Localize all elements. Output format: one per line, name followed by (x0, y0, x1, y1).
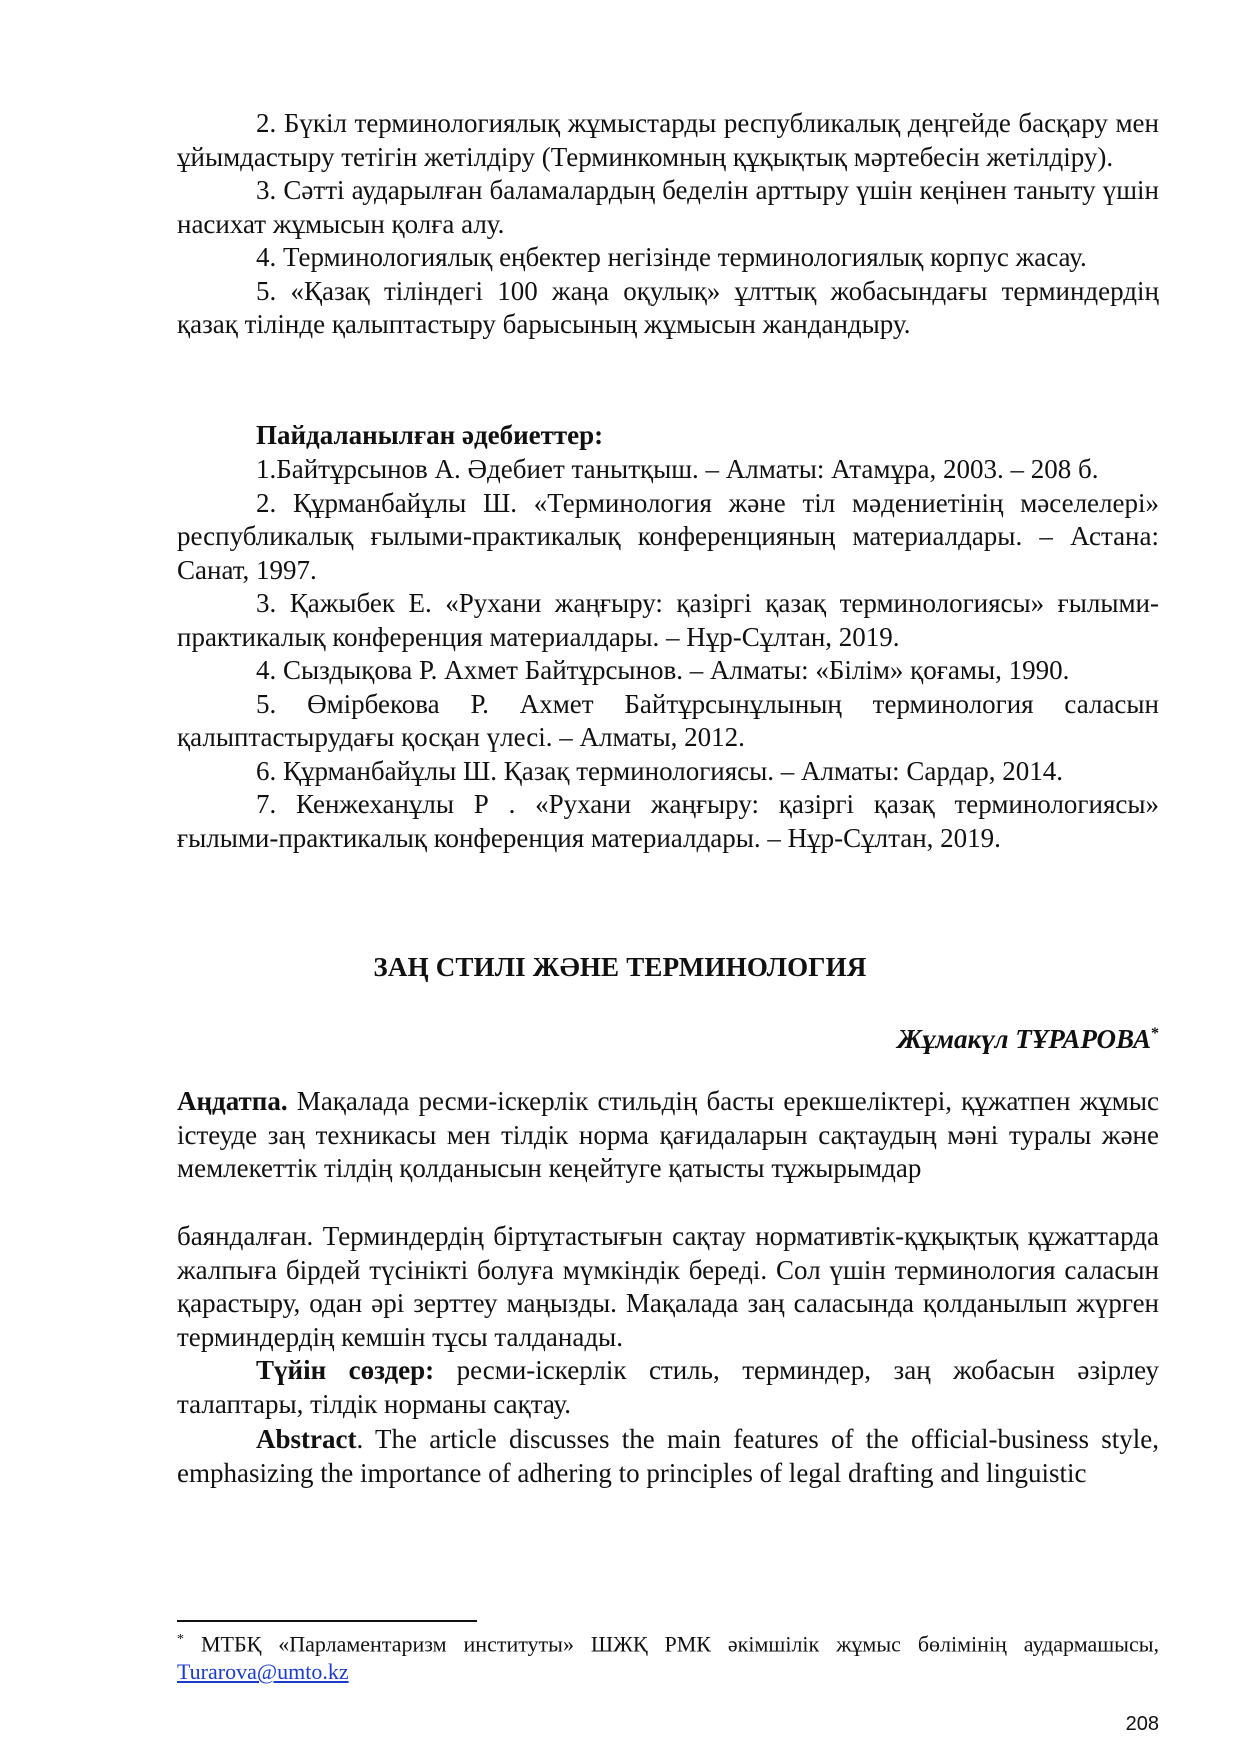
reference-item: 4. Сыздықова Р. Ахмет Байтұрсынов. – Алматы: «Білім» қоғамы, 1990. (256, 655, 1070, 685)
abstract-en-paragraph (177, 1423, 1159, 1490)
abstract-kz-label: Аңдатпа. (177, 1086, 288, 1116)
footnote (177, 1626, 1159, 1686)
footnote-mark: * (177, 1632, 184, 1647)
keywords-text: ресми-іскерлік стиль, терминдер, заң жобасын әзірлеу талаптары, тілдік норманы сақтау. (177, 1355, 1159, 1419)
list-item: 5. «Қазақ тіліндегі 100 жаңа оқулық» ұлттық жобасындағы терминдердің қазақ тілінде қалыптастыру барысының жұмысын жандандыру. (177, 275, 1159, 339)
abstract-en-label: Abstract (256, 1424, 357, 1454)
author-footnote-mark: * (1151, 1025, 1159, 1042)
article-author (897, 1024, 1159, 1055)
references-heading: Пайдаланылған әдебиеттер: (256, 420, 604, 450)
references-list (177, 453, 1159, 855)
abstract-kz-paragraph-1 (177, 1085, 1159, 1186)
abstract-en-text: . The article discusses the main features of the official-business style, emphasizing the importance of adhering to principles of legal drafting and linguistic (177, 1424, 1159, 1488)
abstract-kz-block-1 (177, 1085, 1159, 1186)
footnote-divider (177, 1620, 477, 1622)
reference-item: 1.Байтұрсынов А. Әдебиет танытқыш. – Алматы: Атамұра, 2003. – 208 б. (256, 454, 1099, 484)
keywords-label: Түйін сөздер: (256, 1355, 435, 1385)
page-number: 208 (1125, 1713, 1159, 1735)
reference-item: 7. Кенжеханұлы Р . «Рухани жаңғыру: қазіргі қазақ терминологиясы» ғылыми-практикалық конференция материалдары. – Нұр-Сұлтан, 2019. (177, 789, 1159, 853)
footnote-text: МТБҚ «Парламентаризм институты» ШЖҚ РМК әкімшілік жұмыс бөлімінің аудармашысы, (184, 1631, 1159, 1657)
author-name: Жұмакүл ТҰРАРОВА (897, 1024, 1151, 1054)
reference-item: 2. Құрманбайұлы Ш. «Терминология және тіл мәдениетінің мәселелері» республикалық ғылыми-практикалық конференцияның материалдары. – Астана: Санат, 1997. (177, 487, 1159, 585)
reference-item: 5. Өмірбекова Р. Ахмет Байтұрсынұлының терминология саласын қалыптастырудағы қосқан үлесі. – Алматы, 2012. (177, 688, 1159, 752)
abstract-en-block (177, 1423, 1159, 1490)
abstract-kz-block-2 (177, 1220, 1159, 1421)
article-title: ЗАҢ СТИЛІ ЖӘНЕ ТЕРМИНОЛОГИЯ (373, 952, 867, 982)
footnote-email-link[interactable]: Turarova@umto.kz (177, 1659, 349, 1685)
keywords-paragraph (177, 1354, 1159, 1421)
abstract-kz-text-1: Мақалада ресми-іскерлік стильдің басты ерекшеліктері, құжатпен жұмыс істеуде заң техникасы мен тілдік норма қағидаларын сақтаудың мәні туралы және мемлекеттік тілдің қолданысын кеңейтуге қатысты тұжырымдар (177, 1086, 1159, 1183)
list-item: 2. Бүкіл терминологиялық жұмыстарды республикалық деңгейде басқару мен ұйымдастыру тетігін жетілдіру (Терминкомның құқықтық мәртебесін жетілдіру). (177, 108, 1159, 172)
abstract-kz-paragraph-2: баяндалған. Терминдердің біртұтастығын сақтау нормативтік-құқықтық құжаттарда жалпыға бірдей түсінікті болуға мүмкіндік береді. Сол үшін терминология саласын қарастыру, одан әрі зерттеу маңызды. Мақалада заң саласында қолданылып жүрген терминдердің кемшін тұсы талданады. (177, 1221, 1159, 1352)
list-item: 4. Терминологиялық еңбектер негізінде терминологиялық корпус жасау. (256, 242, 1087, 272)
reference-item: 3. Қажыбек Е. «Рухани жаңғыру: қазіргі қазақ терминологиясы» ғылыми-практикалық конференция материалдары. – Нұр-Сұлтан, 2019. (177, 588, 1159, 652)
reference-item: 6. Құрманбайұлы Ш. Қазақ терминологиясы. – Алматы: Сардар, 2014. (256, 755, 1063, 786)
list-item: 3. Сәтті аударылған баламалардың беделін арттыру үшін кеңінен таныту үшін насихат жұмысын қолға алу. (177, 175, 1159, 239)
recommendations-list (177, 107, 1159, 342)
